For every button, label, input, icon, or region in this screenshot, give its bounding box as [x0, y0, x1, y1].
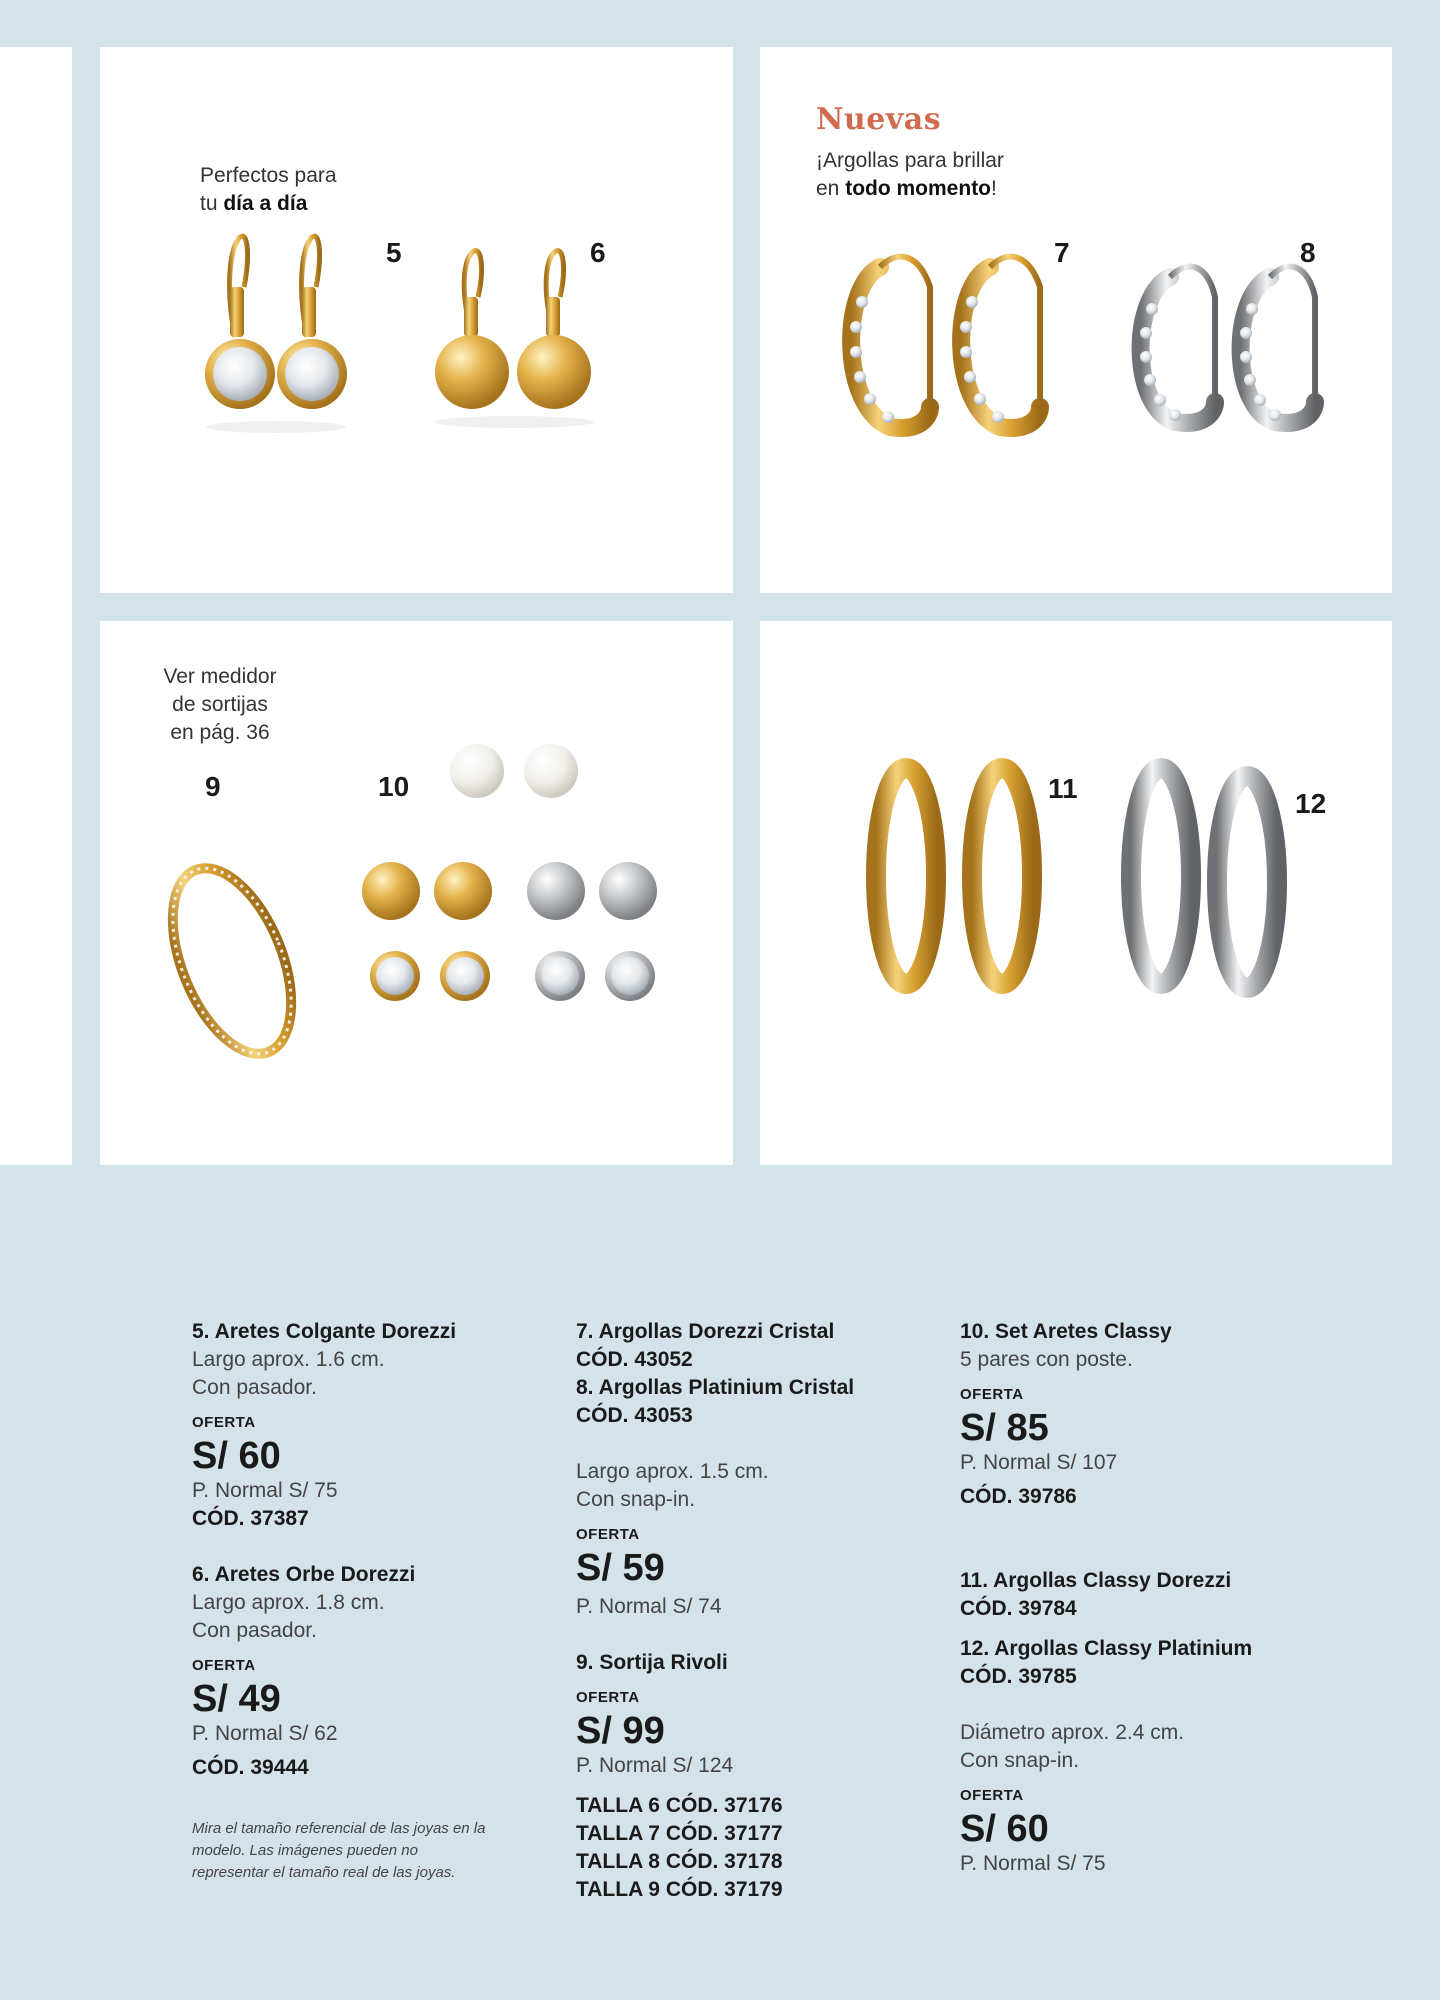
product-name-12: 12. Argollas Classy Platinium: [960, 1637, 1253, 1660]
nuevas-badge: Nuevas: [816, 102, 942, 137]
crystal-ring-image: [160, 851, 320, 1101]
normal-price: P. Normal S/ 107: [960, 1451, 1118, 1474]
product-column-1: [192, 1318, 532, 1884]
product-number-12: 12: [1295, 788, 1327, 819]
offer-price: S/ 49: [192, 1678, 281, 1720]
caption-line: ¡Argollas para brillar: [816, 149, 1004, 172]
product-desc: Con pasador.: [192, 1376, 317, 1399]
product-code: CÓD. 39784: [960, 1597, 1077, 1620]
caption-perfectos: [200, 162, 337, 218]
caption-medidor: [155, 663, 285, 747]
normal-price: P. Normal S/ 75: [960, 1852, 1106, 1875]
ring-size-code: TALLA 9 CÓD. 37179: [576, 1878, 783, 1901]
product-name-9: 9. Sortija Rivoli: [576, 1651, 728, 1674]
product-code: CÓD. 39786: [960, 1485, 1077, 1508]
product-desc: Largo aprox. 1.8 cm.: [192, 1591, 385, 1614]
product-name-7: 7. Argollas Dorezzi Cristal: [576, 1320, 835, 1343]
oferta-label: OFERTA: [960, 1386, 1024, 1403]
product-desc: 5 pares con poste.: [960, 1348, 1133, 1371]
product-desc: Largo aprox. 1.6 cm.: [192, 1348, 385, 1371]
caption-line: [816, 175, 1004, 203]
crystal-drop-earrings-image: [200, 227, 380, 457]
spacer: [960, 1623, 1300, 1635]
caption-bold: día a día: [223, 192, 308, 215]
product-number-8: 8: [1300, 237, 1316, 268]
product-desc: Con pasador.: [192, 1619, 317, 1642]
caption-line: Ver medidor: [163, 665, 277, 688]
oferta-label: OFERTA: [192, 1657, 256, 1674]
spacer: [576, 1780, 916, 1792]
ring-size-code: TALLA 8 CÓD. 37178: [576, 1850, 783, 1873]
product-number-5: 5: [386, 237, 402, 268]
product-name-5: 5. Aretes Colgante Dorezzi: [192, 1320, 457, 1343]
caption-bold: todo momento: [845, 177, 992, 200]
stud-earrings-set-image: [355, 741, 695, 1081]
caption-text: !: [991, 177, 997, 200]
spacer: [576, 1621, 916, 1649]
caption-argollas: [816, 147, 1004, 203]
product-column-2: [576, 1318, 916, 1904]
product-name-10: 10. Set Aretes Classy: [960, 1320, 1172, 1343]
oferta-label: OFERTA: [576, 1526, 640, 1543]
product-code: CÓD. 39444: [192, 1756, 309, 1779]
caption-text: en: [816, 177, 846, 200]
offer-price: S/ 60: [960, 1808, 1049, 1850]
panel-earrings-5-6: [100, 47, 733, 593]
offer-price: S/ 60: [192, 1435, 281, 1477]
product-desc: Con snap-in.: [960, 1749, 1080, 1772]
product-code: CÓD. 43053: [576, 1404, 693, 1427]
oferta-label: OFERTA: [192, 1414, 256, 1431]
side-panel-edge: [0, 47, 72, 1165]
normal-price: P. Normal S/ 124: [576, 1754, 734, 1777]
product-number-10: 10: [378, 771, 410, 802]
oferta-label: OFERTA: [960, 1787, 1024, 1804]
product-desc: Largo aprox. 1.5 cm.: [576, 1460, 769, 1483]
normal-price: P. Normal S/ 75: [192, 1479, 338, 1502]
product-number-7: 7: [1054, 237, 1070, 268]
silver-classy-hoops-image: [1115, 746, 1315, 1016]
product-name-11: 11. Argollas Classy Dorezzi: [960, 1569, 1232, 1592]
gold-crystal-hoops-image: [840, 227, 1070, 487]
normal-price: P. Normal S/ 62: [192, 1722, 338, 1745]
caption-line: [200, 190, 337, 218]
product-code: CÓD. 43052: [576, 1348, 693, 1371]
product-desc: Diámetro aprox. 2.4 cm.: [960, 1721, 1185, 1744]
ring-size-code: TALLA 7 CÓD. 37177: [576, 1822, 783, 1845]
spacer: [576, 1430, 916, 1458]
spacer: [960, 1511, 1300, 1567]
offer-price: S/ 59: [576, 1547, 665, 1589]
ring-size-code: TALLA 6 CÓD. 37176: [576, 1794, 783, 1817]
oferta-label: OFERTA: [576, 1689, 640, 1706]
product-number-11: 11: [1048, 773, 1078, 804]
product-column-3: [960, 1318, 1300, 1878]
silver-crystal-hoops-image: [1130, 237, 1350, 477]
product-number-9: 9: [205, 771, 221, 802]
offer-price: S/ 99: [576, 1710, 665, 1752]
normal-price: P. Normal S/ 74: [576, 1595, 722, 1618]
spacer: [960, 1691, 1300, 1719]
product-number-6: 6: [590, 237, 606, 268]
panel-hoops-7-8: [760, 47, 1392, 593]
offer-price: S/ 85: [960, 1407, 1049, 1449]
size-disclaimer-note: Mira el tamaño referencial de las joyas en la modelo. Las imágenes pueden no representar el tamaño real de las joyas.: [192, 1820, 486, 1881]
caption-line: de sortijas: [172, 693, 268, 716]
gold-classy-hoops-image: [860, 746, 1060, 1016]
caption-line: en pág. 36: [170, 721, 270, 744]
caption-text: tu: [200, 192, 224, 215]
spacer: [192, 1533, 532, 1561]
panel-hoops-11-12: [760, 621, 1392, 1165]
caption-line: Perfectos para: [200, 164, 337, 187]
product-code: CÓD. 39785: [960, 1665, 1077, 1688]
product-code: CÓD. 37387: [192, 1507, 309, 1530]
product-name-6: 6. Aretes Orbe Dorezzi: [192, 1563, 416, 1586]
gold-ball-earrings-image: [430, 247, 620, 447]
product-desc: Con snap-in.: [576, 1488, 696, 1511]
panel-ring-studs-9-10: [100, 621, 733, 1165]
product-name-8: 8. Argollas Platinium Cristal: [576, 1376, 855, 1399]
